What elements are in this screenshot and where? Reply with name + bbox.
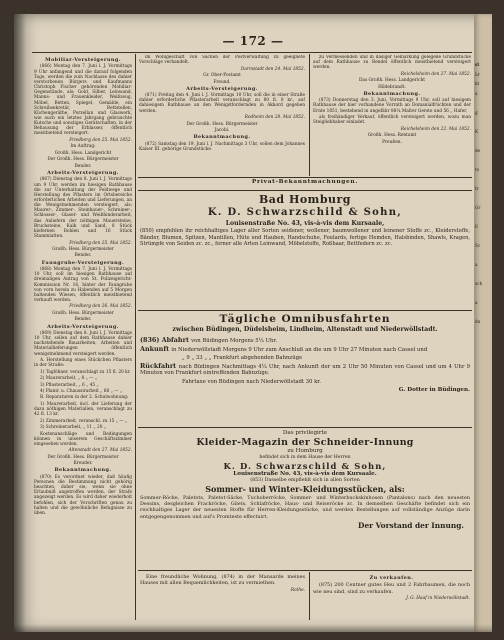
ad-homburg-address: Louisenstraße No. 43, vis-à-vis dem Kursaale,: [225, 220, 385, 227]
adjacent-fragment: du: [475, 318, 481, 324]
section-heading: Arbeits-Versteigerung.: [47, 169, 119, 176]
section-heading: Bekanntmachung.: [363, 90, 421, 97]
notice-text: Großh. Hess. Bürgermeister: [52, 246, 114, 252]
notice-text: Im Auftrag:: [70, 144, 96, 150]
adjacent-fragment: sch: [475, 280, 483, 286]
notice-text: Friedberg den 26. Mai 1852.: [69, 304, 132, 310]
notice-text: Reichelsheim den 22. Mai 1852.: [400, 126, 471, 132]
newspaper-page: [14, 14, 492, 632]
notice-text: (871) Freitag den 4. Juni l. J. Vormittags 10 Uhr, soll die in einer Straße dahier erforderliche Pflasterarbeit veranschlagt zu 80 fl. 8 kr., auf dahiesigem Rathhause an den Wenigstfordernden in Akkord gegeben werden.: [139, 93, 305, 114]
ad-kleider-place: zu Homburg: [287, 448, 323, 454]
adjacent-fragment: [475, 271, 491, 281]
ad-kleider-headline: Sommer- und Winter-Kleidungsstücken, als:: [205, 484, 405, 494]
adjacent-fragment: ll: [475, 223, 478, 229]
notice-text: 2) Maurerarbeit, „ 8 „ — „: [40, 376, 98, 382]
notice-text: Darmstadt den 24. Mai 1852.: [240, 66, 305, 72]
adjacent-fragment: [475, 290, 491, 300]
notice-text: Der Großh. Hess. Bürgermeister: [47, 157, 119, 163]
notice-text: Friedberg den 25. Mai 1852.: [69, 240, 132, 246]
adjacent-page-edge: [474, 14, 492, 632]
schedule-line: [140, 355, 470, 362]
adjacent-fragment: [475, 138, 491, 148]
schedule-line: [140, 346, 470, 354]
notice-text: Preußen.: [382, 139, 402, 145]
schedule-label: (836) Abfahrt: [140, 335, 192, 344]
notice-text: Der Großh. Hess. Bürgermeister: [186, 121, 258, 127]
adjacent-fragment: [475, 157, 491, 167]
notice-text: zu Vermessenden und in dasiger Gemarkung gelegene Grundstücke auf dem Rathhause zu Rendel öffentlich meistbietend versteigert werden.: [313, 55, 471, 71]
adjacent-fragment: [475, 176, 491, 186]
notice-text: Hildebrandt.: [378, 84, 406, 90]
schedule-label: Ankunft: [140, 344, 172, 353]
schedule-text: in Niederwöllstadt Morgens 9 Uhr zum Anschluß an die um 9 Uhr 27 Minuten nach Cassel und: [171, 346, 428, 353]
notice-text: Kostenanschläge und Bedingungen können in unserem Geschäftszimmer eingesehen werden.: [34, 431, 132, 447]
ad-kleider-pre: Das privilegirte: [282, 430, 328, 436]
notice-text: Freund.: [213, 79, 231, 85]
section-heading: Arbeits-Versteigerung.: [47, 323, 119, 330]
adjacent-fragment: a: [475, 299, 478, 305]
notice-text: Bender.: [74, 317, 92, 323]
ad-bad-homburg: [140, 193, 470, 309]
notice-text: (867) Dienstag den 8. Juni l. J. Vormittags um 9 Uhr, werden im hiesigen Rathhause die zur Unterhaltung der Feldwege und Herstellung des Pflasters im Ortsbereiche erforderlichen Arbeiten und Lieferungen, an die Wenigstnehmenden versteigert, als: Maurer-, Zimmer-, Steinhauer-, Schreiner-, Schlosser-, Glaser- und Weißbinderarbeit, das Anliefern der nöthigen Mauersteine, Bruchsteine, Kalk und Sand, 8 Stück kiefernen Bohlen und 16 Stück Stammlatten.: [34, 177, 132, 240]
notice-text: Altenstadt den 27. Mai 1852.: [68, 448, 132, 454]
schedule-label: Rückfahrt: [140, 361, 179, 370]
banner-rule-top: [138, 177, 472, 178]
ad-for-sale-heading: Zu verkaufen.: [369, 575, 414, 581]
private-announcements-banner: [138, 179, 472, 190]
adjacent-fragment: kt: [475, 81, 480, 86]
ad-homburg-firm: K. D. Schwarzschild & Sohn,: [207, 207, 403, 218]
schedule-text: „ 9 „ 33 „ „ Frankfurt abgehenden Bahnzüge: [182, 354, 303, 361]
ad-kleider-firm: K. D. Schwarzschild & Sohn,: [223, 461, 387, 471]
section-heading: Faungrube-Versteigerung.: [41, 259, 125, 266]
middle-top-column: [139, 55, 305, 176]
notice-text: Großh. Hess. Landgericht: [54, 150, 112, 156]
notice-text: Bender.: [74, 253, 92, 259]
ad-omnibus-subtitle: zwischen Büdingen, Düdelsheim, Lindheim, Altenstadt und Niederwöllstadt.: [172, 326, 438, 333]
notice-text: (866) Montag den 7. Juni l. J. Vormittags 9 Uhr anfangend und die darauf folgenden Tage, werden die zum Nachlasse des dahier verstorbenen Bürgers und Kaufmanns Christoph Fischer gehörenden Mobiliar-Gegenstände, als: Gold, Silber, Leinwand, Manns- und Frauenkleider, Weißzeug, Möbel, Betten, Spiegel, Gemälde, ein Schreibsekretär, Bettstellen, Küchengeräthe, Porzellan und Glaswerk, wie auch ein letztes Jahrgang gebrauchte Kutsche und sonstiges Gerätschaften, in der Behausung der Erblasser, öffentlich meistbietend versteigert.: [34, 64, 132, 137]
adjacent-fragment: Gr: [475, 204, 481, 210]
adjacent-fragment: [475, 309, 491, 319]
notice-text: 3) Schreinerarbeit, „ 11 „ 20 „: [40, 425, 107, 431]
ad-kleider-intro: (853) Dasselbe empfiehlt sich in allen Sorten: [250, 478, 360, 483]
adjacent-fragment: to: [475, 166, 480, 172]
column-divider-left: [135, 54, 136, 620]
notice-text: 2) Zimmerarbeit, veranschl. zu 15 „ — „: [40, 418, 128, 424]
adjacent-page-text: [475, 62, 491, 328]
notice-text: 3) Pflasterarbeit, „ 6 „ 45 „: [40, 382, 99, 388]
adjacent-fragment: g: [475, 109, 478, 115]
ad-divider-2: [138, 427, 472, 428]
binding-gutter: [14, 14, 26, 632]
schedule-line: [140, 363, 470, 377]
notice-text: Jacobi.: [214, 127, 230, 133]
notice-text: Großh. Hess. Bürgermeister: [52, 310, 114, 316]
section-heading: Bekanntmachung.: [193, 134, 251, 141]
page-bottom-shadow: [14, 624, 492, 632]
adjacent-fragment: [475, 214, 491, 224]
adjacent-fragment: [475, 233, 491, 243]
notice-text: Bender.: [74, 163, 92, 169]
section-heading: Bekanntmachung.: [54, 467, 112, 474]
adjacent-fragment: st: [475, 62, 480, 67]
adjacent-fragment: [475, 119, 491, 129]
column-divider-right: [309, 54, 310, 176]
ad-apartment: [140, 574, 305, 618]
schedule-text: nach Büdingen Nachmittags 4¼ Uhr, nach Ankunft der um 2 Uhr 50 Minuten von Cassel und um 4 Uhr 9 Minuten von Frankfurt eintreffenden Bahnzüge.: [140, 363, 470, 377]
ad-kleider-address: Louisenstraße No. 43, vis-à-vis dem Kursaale.: [233, 471, 377, 477]
ad-omnibus: [140, 313, 470, 426]
right-top-column: [313, 55, 471, 176]
notice-text: als freihändiger Verkauf, öffentlich versteigert werden, wozu man Steigliebhaber einladet.: [313, 115, 471, 126]
notice-text: Das Großh. Hess. Landgericht: [358, 78, 425, 84]
notice-text: 4) Planir. u. Chaussirarbeit „ 68 „ — „: [40, 389, 123, 394]
bottom-column-divider: [309, 572, 310, 620]
notice-text: (872) Samstag den 19. Juni l. J. Nachmittags 3 Uhr, sollen dem Johannes Kaiser III. gehörige Grundstücke.: [139, 141, 305, 152]
ad-divider-3: [138, 570, 472, 571]
notice-text: (868) Montag den 7. Juni l. J. Vormittags 10 Uhr, soll im hiesigen Rathhause auf dreimaligen Antrag von St. Polizeigericht-Kommission Nr. 16, hinter der Faungrube von vorn herein zu Habenden auf 5 Morgen haltenden Wiesen, öffentlich meistbietend verkauft werden.: [34, 267, 132, 303]
adjacent-fragment: tr: [475, 185, 479, 191]
ad-apartment-text: Eine freundliche Wohnung, (874) in der Mansarde meines Hauses mit allen Bequemlichkeiten, ist zu vermiethen.: [140, 574, 305, 587]
adjacent-fragment: [475, 100, 491, 110]
notice-text: Reichelsheim den 27. Mai 1852.: [400, 71, 471, 77]
notice-text: Friedberg den 25. Mai 1852.: [69, 137, 132, 143]
section-heading: Mobiliar-Versteigerung.: [45, 57, 121, 63]
notice-text: 1) Taglöhner, veranschlagt zu 15 fl. 20 kr.: [40, 369, 131, 375]
ad-omnibus-sign: G. Dotter in Büdingen.: [398, 386, 470, 393]
adjacent-fragment: [475, 195, 491, 205]
notice-text: Kreuder.: [73, 461, 93, 467]
adjacent-fragment: Sc: [475, 242, 481, 248]
ad-kleider-house: befindet sich in dem Hause der Herren: [259, 455, 351, 460]
adjacent-fragment: ür: [475, 71, 480, 77]
ad-for-sale-sign: J. G. Haaf in Niederwöllstadt.: [406, 596, 470, 602]
banner-title: Privat-Bekanntmachungen.: [251, 179, 359, 185]
notice-text: Rodheim den 28. Mai 1852.: [244, 115, 305, 121]
notice-text: (870) Es verordnet wieder, daß häufig Personen die Bestimmung nicht gehörig beachten, daher sie, wenn sie ohne Erlaubniß angetroffen werden, der Strafe angezeigt werden. Es wird daher wiederholt befohlen, sich der Vorschriften genau zu halten und die gewöhnliche Befugnisse zu üben.: [34, 474, 132, 516]
ad-for-sale-text: (875) 200 Centner gutes Heu und 2 Fahrbaumen, die noch wie neu sind, sind zu verkaufen.: [313, 582, 470, 595]
notice-text: B. Reparaturen in der 2. Schulwohnung:: [40, 395, 129, 401]
ad-omnibus-schedule: [140, 337, 470, 386]
ad-kleider-text: Sommer-Röcke, Paletots, Paletot-Säcke, Tuchoberröcke, Sommer- und Winterbuckskinhosen (Pantalons) nach den neuesten Dessins, desgleichen Frackröcke, Gilets, Schlafröcke, Haus- und Reiseröcke zc. In demselben Geschäfte befindet sich ein reichhaltiges Lager der neuesten Stoffe für Herren-Kleidungsstücke, und werden Bestellungen auf vollständige Anzüge darin entgegengenommen und auf's Promteste effectuirt.: [140, 495, 470, 520]
ad-for-sale: [313, 574, 470, 618]
notice-text: Der Großh. Hess. Bürgermeister: [47, 454, 119, 460]
schedule-line: [140, 337, 470, 345]
ad-kleider-sign: Der Vorstand der Innung.: [358, 520, 464, 530]
adjacent-fragment: a: [475, 90, 478, 96]
ad-kleider-magazin: [140, 430, 470, 570]
notice-text: (869) Dienstag den 8. Juni l. J. Vormittags 10 Uhr, sollen auf dem Rathhause dahier nachstehende Bauarbeiten, Arbeiten und Materiallieferungen öffentlich wenigstnehmend versteigert werden.: [34, 330, 132, 357]
top-rule: [32, 52, 472, 53]
banner-rule-bottom: [138, 190, 472, 191]
ad-homburg-text: (850) empfehlen ihr reichhaltiges Lager aller Sorten seidener, wollener, baumwollener und leinener Stoffe zc., Kleiderstoffe, Bänder, Blumen, Spitzen, Mantillen, Hüte und Hauben, Handschuhe, Foulards, fertige Hemden, Halsbinden, Shawls, Kragen, Strümpfe von Seiden zc. zc., ferner alle Arten Leinwand, Möbelstoffe, Roßhaar, Bettfedern zc. zc.: [140, 228, 470, 248]
adjacent-fragment: K: [475, 128, 479, 134]
notice-text: Gr. Ober-Postamt: [203, 73, 241, 79]
ad-omnibus-title: Tägliche Omnibusfahrten: [219, 313, 391, 325]
notice-text: 1) Maurerarbeit, incl. der Lieferung der dazu nöthigen Materialien, veranschlagt zu 42 fl. 13 kr.: [34, 401, 132, 418]
ad-apartment-sign: Rothe.: [290, 587, 305, 593]
schedule-text: Fahrtaxe von Büdingen nach Niederwöllstadt 30 kr.: [182, 378, 321, 385]
schedule-line: [140, 379, 470, 386]
schedule-text: von Büdingen Morgens 5¼ Uhr.: [191, 337, 278, 344]
notice-text: im Wohlgeschäft von Sachen der Postverwaltung zu geeignete Vorschläge verhandelt.: [139, 55, 305, 66]
page-number: — 172 —: [222, 34, 284, 48]
notice-text: (873) Donnerstag den 3. Juni, Vormittags 9 Uhr, soll auf hiesigem Rathhause der hier vorhandene Vorrath an Domanialfrüchten und der Ernte 1851, bestehend in ungefähr 88¼ Malter Gerste und 56 „ Hafer,: [313, 98, 471, 114]
adjacent-fragment: [475, 252, 491, 262]
adjacent-fragment: de: [475, 147, 481, 153]
adjacent-fragment: a: [475, 261, 478, 267]
left-column: [34, 56, 132, 618]
notice-text: A. Herstellung eines Stückchen Pflasters in der Straße:: [34, 358, 132, 369]
notice-text: Großh. Hess. Rentamt: [367, 133, 417, 139]
ad-homburg-title: Bad Homburg: [259, 193, 351, 206]
ad-kleider-title: Kleider-Magazin der Schneider-Innung: [196, 437, 414, 448]
ad-divider-1: [138, 310, 472, 311]
section-heading: Arbeits-Versteigerung.: [186, 85, 258, 92]
